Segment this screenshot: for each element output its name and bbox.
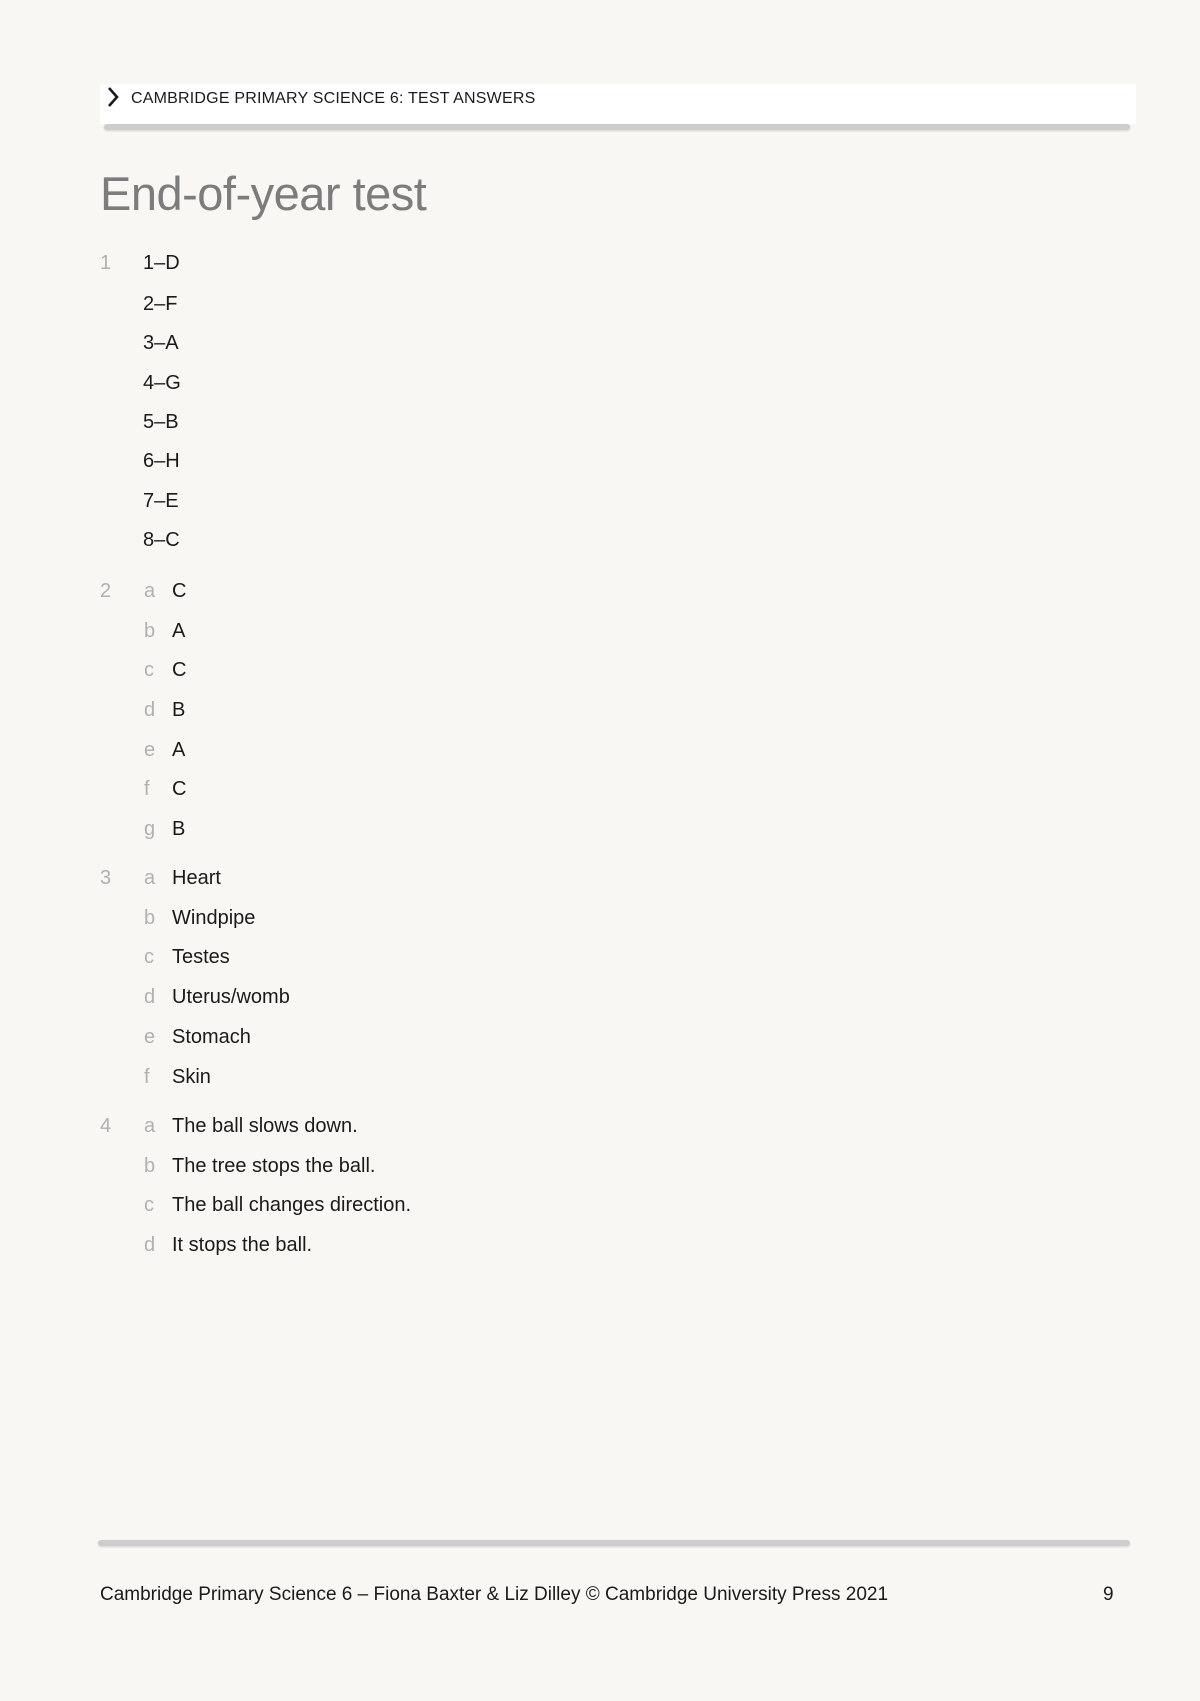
answer: Uterus/womb xyxy=(172,986,290,1008)
sub-letter: f xyxy=(144,1066,150,1088)
answer: It stops the ball. xyxy=(172,1234,313,1256)
answer: The ball slows down. xyxy=(172,1115,358,1137)
sub-letter: c xyxy=(144,659,154,681)
sub-letter: e xyxy=(144,1026,156,1048)
answer: C xyxy=(172,778,187,800)
list-item: 8–C xyxy=(143,529,180,551)
answer: Testes xyxy=(172,946,230,968)
answer: C xyxy=(172,659,187,681)
header-title: CAMBRIDGE PRIMARY SCIENCE 6: TEST ANSWERS xyxy=(131,90,536,107)
sub-letter: a xyxy=(144,580,156,602)
sub-letter: b xyxy=(144,907,156,929)
sub-letter: d xyxy=(144,1234,156,1256)
question-number-1: 1 xyxy=(100,252,112,274)
answer: Stomach xyxy=(172,1026,251,1048)
header-divider xyxy=(104,124,1130,130)
sub-letter: e xyxy=(144,739,156,761)
question-number-2: 2 xyxy=(100,580,112,602)
footer-divider xyxy=(98,1540,1130,1546)
question-number-3: 3 xyxy=(100,867,112,889)
answer: Windpipe xyxy=(172,907,256,929)
page-number: 9 xyxy=(1103,1584,1114,1605)
answer: A xyxy=(172,620,186,642)
answer: Skin xyxy=(172,1066,211,1088)
list-item: 7–E xyxy=(143,490,179,512)
list-item: 3–A xyxy=(143,332,179,354)
list-item: 6–H xyxy=(143,450,180,472)
sub-letter: c xyxy=(144,1194,154,1216)
answer: A xyxy=(172,739,186,761)
sub-letter: a xyxy=(144,1115,156,1137)
sub-letter: c xyxy=(144,946,154,968)
answer: C xyxy=(172,580,187,602)
answer: B xyxy=(172,699,186,721)
answer: Heart xyxy=(172,867,221,889)
sub-letter: b xyxy=(144,620,156,642)
sub-letter: d xyxy=(144,699,156,721)
sub-letter: a xyxy=(144,867,156,889)
sub-letter: b xyxy=(144,1155,156,1177)
answer: The tree stops the ball. xyxy=(172,1155,376,1177)
running-header xyxy=(100,84,1136,124)
sub-letter: g xyxy=(144,818,156,840)
answer: B xyxy=(172,818,186,840)
sub-letter: f xyxy=(144,778,150,800)
sub-letter: d xyxy=(144,986,156,1008)
list-item: 5–B xyxy=(143,411,179,433)
page-title: End-of-year test xyxy=(100,167,427,220)
chevron-right-icon xyxy=(106,86,120,108)
list-item: 4–G xyxy=(143,372,181,394)
answer: The ball changes direction. xyxy=(172,1194,412,1216)
footer-copyright: Cambridge Primary Science 6 – Fiona Baxter & Liz Dilley © Cambridge University Press 2021 xyxy=(100,1584,889,1605)
list-item: 2–F xyxy=(143,293,178,315)
list-item: 1–D xyxy=(143,252,180,274)
question-number-4: 4 xyxy=(100,1115,112,1137)
